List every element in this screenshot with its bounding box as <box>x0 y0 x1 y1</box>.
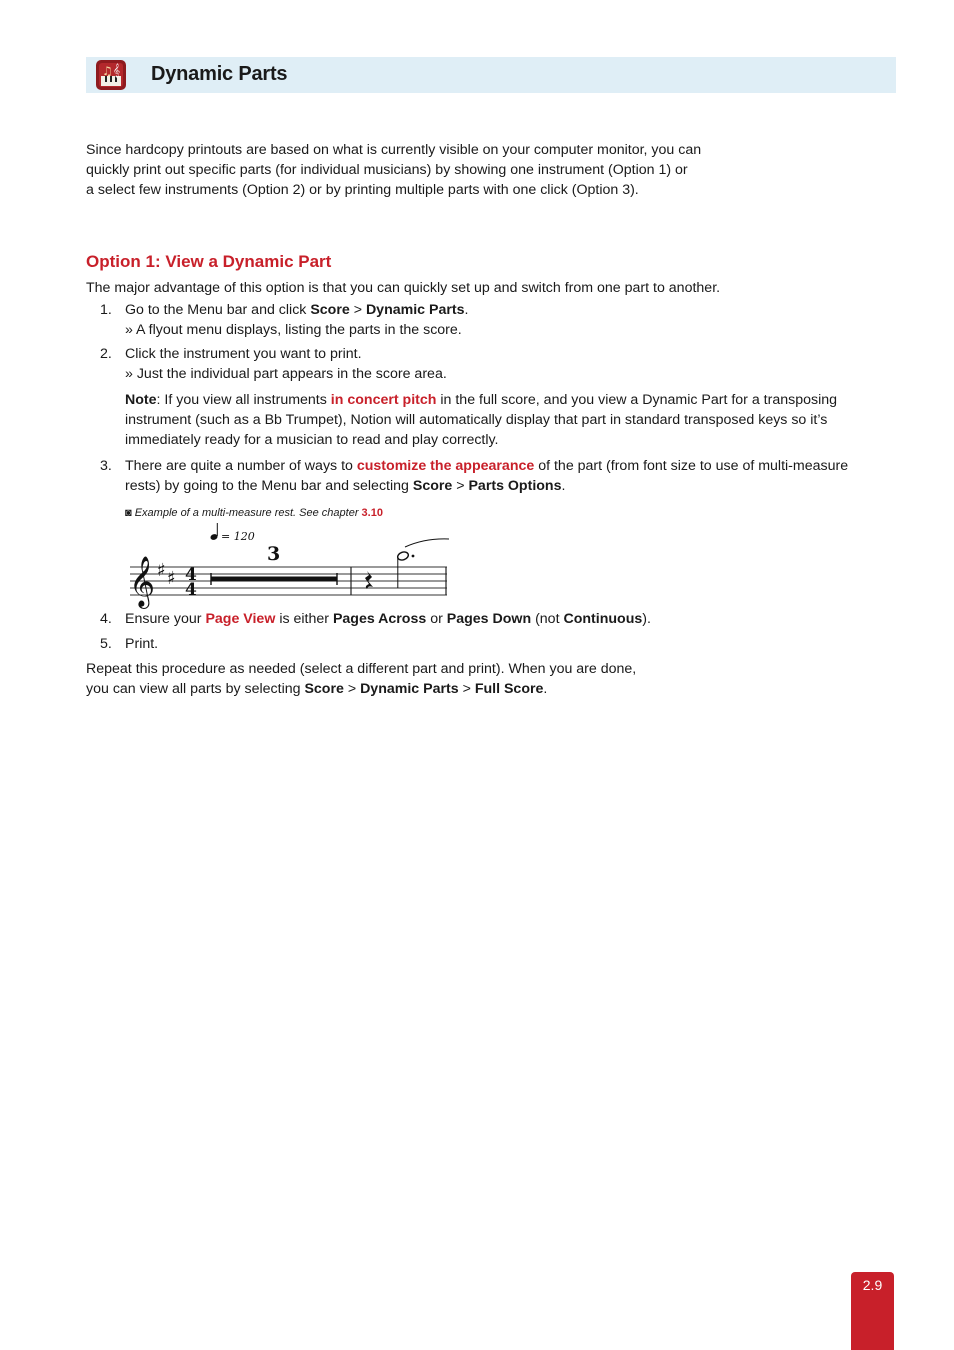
notion-app-icon <box>96 60 126 90</box>
sharp-icon: ♯ <box>157 560 166 581</box>
time-signature-bottom: 4 <box>185 580 197 600</box>
rest-count: 3 <box>267 543 281 565</box>
closing-text: you can view all parts by selecting <box>86 681 305 697</box>
menu-score: Score <box>304 681 344 697</box>
half-note-head <box>397 551 410 562</box>
step-text: is either <box>275 611 333 627</box>
tempo-marking <box>210 523 219 541</box>
note-text: : If you view all instruments <box>156 392 331 408</box>
svg-text:♫: ♫ <box>102 64 113 78</box>
step-text: (not <box>531 611 564 627</box>
step-text: . <box>561 478 566 494</box>
step-result: » A flyout menu displays, listing the parts in the score. <box>125 322 462 338</box>
section-heading: Option 1: View a Dynamic Part <box>86 252 332 271</box>
separator: > <box>458 681 475 697</box>
step-text: rests) by going to the Menu bar and selecting <box>125 478 413 494</box>
step-text: There are quite a number of ways to <box>125 458 357 474</box>
closing-text: . <box>543 681 548 697</box>
menu-score: Score <box>412 478 453 494</box>
menu-score: Score <box>310 302 350 318</box>
note-text: in the full score, and you view a Dynamic Part for a transposing <box>436 392 838 408</box>
separator: > <box>452 478 469 494</box>
multi-measure-rest-example <box>125 520 455 610</box>
menu-dynamic-parts: Dynamic Parts <box>360 681 459 697</box>
customize-appearance-link[interactable]: customize the appearance <box>356 458 535 474</box>
intro-line: quickly print out specific parts (for individual musicians) by showing one instrument (Option 1) or <box>86 162 688 178</box>
step-text: Print. <box>125 636 159 652</box>
step-number: 5. <box>100 636 112 652</box>
continuous-label: Continuous <box>563 611 643 627</box>
step-text: or <box>426 611 447 627</box>
menu-dynamic-parts: Dynamic Parts <box>365 302 465 318</box>
closing-paragraph <box>86 659 786 699</box>
step-number: 1. <box>100 302 112 318</box>
intro-line: a select few instruments (Option 2) or by printing multiple parts with one click (Option 3). <box>86 182 639 198</box>
pages-across-label: Pages Across <box>332 611 427 627</box>
closing-line: Repeat this procedure as needed (select a different part and print). When you are done, <box>86 661 637 677</box>
step-number: 2. <box>100 346 112 362</box>
intro-line: Since hardcopy printouts are based on what is currently visible on your computer monitor, you can <box>86 142 702 158</box>
note-text: immediately ready for a musician to read and play correctly. <box>125 432 499 448</box>
step-text: of the part (from font size to use of multi-measure <box>534 458 849 474</box>
treble-clef-icon: 𝄞 <box>129 556 156 607</box>
concert-pitch-link[interactable]: in concert pitch <box>330 392 437 408</box>
sharp-icon: ♯ <box>167 568 176 589</box>
intro-paragraph <box>86 140 766 200</box>
note-text: instrument (such as a Bb Trumpet), Notion will automatically display that part in standard transposed keys so it’s <box>125 412 828 428</box>
step-text: Ensure your <box>125 611 206 627</box>
svg-text:𝄞: 𝄞 <box>113 63 121 77</box>
section-lead: The major advantage of this option is that you can quickly set up and switch from one part to another. <box>86 280 721 296</box>
separator: > <box>349 302 366 318</box>
time-signature-top: 4 <box>185 565 197 585</box>
note-label: Note <box>125 392 157 408</box>
step-number: 4. <box>100 611 112 627</box>
menu-parts-options: Parts Options <box>468 478 562 494</box>
step-number: 3. <box>100 458 112 474</box>
separator: > <box>343 681 361 697</box>
page-number: 2.9 <box>862 1277 883 1293</box>
tie <box>405 539 449 547</box>
tempo-value: = 120 <box>221 530 255 543</box>
multi-measure-rest-bar <box>211 577 337 582</box>
dot <box>412 555 415 558</box>
pages-down-label: Pages Down <box>446 611 532 627</box>
step-text: ). <box>642 611 651 627</box>
page-title: Dynamic Parts <box>151 63 288 85</box>
chapter-link[interactable]: 3.10 <box>361 507 383 519</box>
menu-full-score: Full Score <box>474 681 544 697</box>
page-view-link[interactable]: Page View <box>205 611 276 627</box>
step-text: Click the instrument you want to print. <box>125 346 362 362</box>
caption-text: Example of a multi-measure rest. See chapter <box>131 507 362 519</box>
caption-icon: ◙ <box>125 507 132 519</box>
step-result: » Just the individual part appears in the score area. <box>125 366 447 382</box>
step-text: Go to the Menu bar and click <box>125 302 311 318</box>
note-paragraph <box>125 390 895 450</box>
step-text: . <box>464 302 469 318</box>
figure-caption <box>125 507 383 519</box>
